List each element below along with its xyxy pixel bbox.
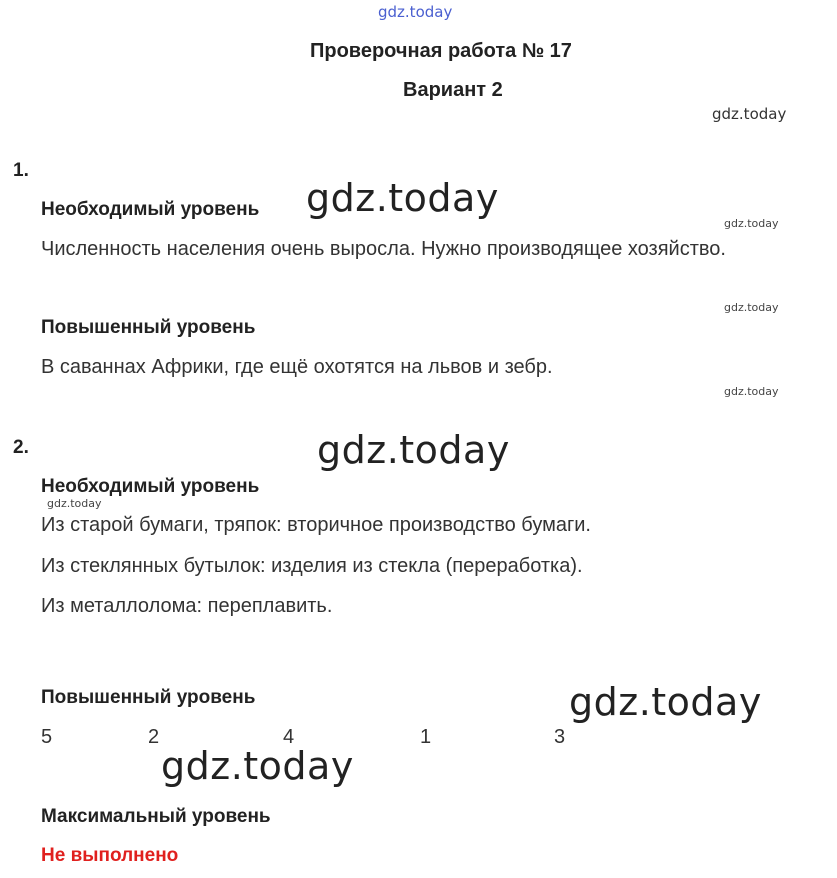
sequence-item: 3 — [554, 726, 566, 748]
task-1-advanced-heading: Повышенный уровень — [41, 317, 256, 338]
watermark-right: gdz.today — [712, 105, 787, 123]
watermark-big-3: gdz.today — [569, 680, 762, 724]
watermark-top: gdz.today — [378, 3, 453, 21]
task-2-advanced-heading: Повышенный уровень — [41, 687, 256, 708]
task-2-answer-line: Из старой бумаги, тряпок: вторичное производство бумаги. — [41, 514, 591, 536]
page-title: Проверочная работа № 17 — [310, 40, 572, 62]
task-2-required-heading: Необходимый уровень — [41, 476, 260, 497]
task-1-number: 1. — [13, 160, 29, 181]
sequence-item: 1 — [420, 726, 432, 748]
task-1-required-heading: Необходимый уровень — [41, 199, 260, 220]
task-2-answer-line: Из стеклянных бутылок: изделия из стекла (переработка). — [41, 555, 583, 577]
watermark-big-2: gdz.today — [317, 428, 510, 472]
sequence-item: 4 — [283, 726, 295, 748]
watermark-big-1: gdz.today — [306, 176, 499, 220]
sequence-item: 2 — [148, 726, 160, 748]
watermark-small-4: gdz.today — [47, 497, 102, 510]
watermark-small-2: gdz.today — [724, 301, 779, 314]
task-2-number: 2. — [13, 437, 29, 458]
watermark-small-3: gdz.today — [724, 385, 779, 398]
task-1-advanced-answer: В саваннах Африки, где ещё охотятся на львов и зебр. — [41, 356, 553, 378]
task-2-answer-line: Из металлолома: переплавить. — [41, 595, 333, 617]
watermark-small-1: gdz.today — [724, 217, 779, 230]
watermark-big-4: gdz.today — [161, 744, 354, 788]
task-2-max-heading: Максимальный уровень — [41, 806, 271, 827]
variant-title: Вариант 2 — [403, 79, 503, 101]
task-1-required-answer: Численность населения очень выросла. Нужно производящее хозяйство. — [41, 238, 726, 260]
task-2-max-status: Не выполнено — [41, 845, 179, 866]
sequence-item: 5 — [41, 726, 53, 748]
